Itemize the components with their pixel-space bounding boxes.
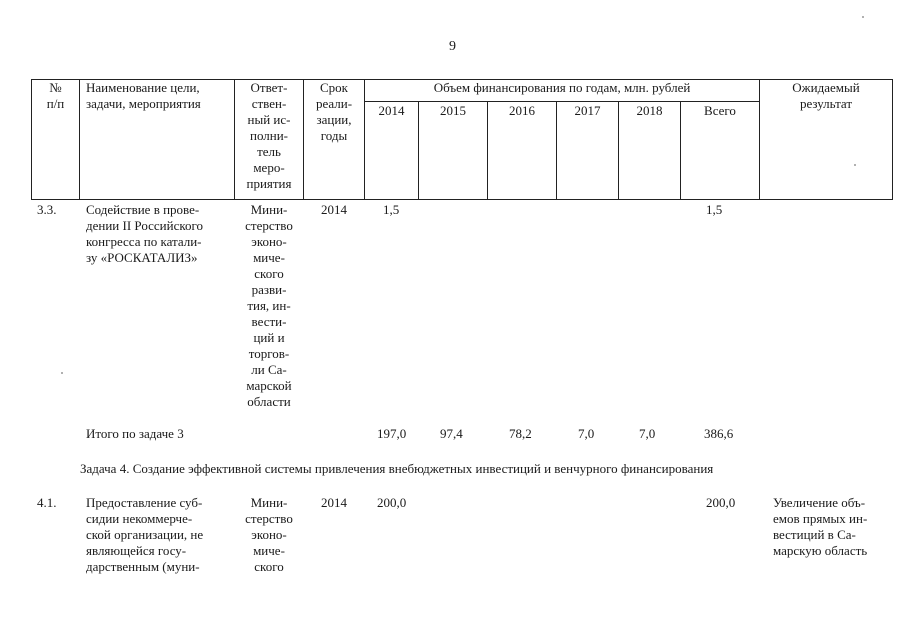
row-value-2014: 1,5	[383, 202, 400, 217]
years-split-rule	[364, 101, 759, 102]
total-value-all: 386,6	[704, 426, 734, 441]
header-year: 2015	[440, 103, 466, 118]
task-4-title: Задача 4. Создание эффективной системы привлечения внебюджетных инвестиций и венчурного финансирования	[80, 461, 714, 476]
page-number: 9	[449, 39, 456, 54]
row-value-total: 1,5	[706, 202, 723, 217]
header-year: 2014	[378, 103, 405, 118]
header-year: 2017	[574, 103, 601, 118]
header-bottom-rule	[31, 199, 893, 200]
col-border	[364, 79, 365, 200]
header-total: Всего	[704, 103, 736, 118]
row-value-total: 200,0	[706, 495, 736, 510]
col-border	[79, 79, 80, 200]
total-value-2017: 7,0	[578, 426, 595, 441]
row-name: Предоставление суб- сидии некоммерче- ской организации, не являющейся госу- дарственным (муни-	[86, 495, 204, 574]
col-border	[892, 79, 893, 200]
row-value-2014: 200,0	[377, 495, 407, 510]
scan-speck	[862, 16, 864, 18]
row-number: 3.3.	[37, 202, 57, 217]
header-num: № п/п	[46, 80, 65, 111]
header-funding-title: Объем финансирования по годам, млн. рублей	[433, 80, 691, 95]
row-name: Содействие в прове- дении II Российского конгресса по катали- зу «РОСКАТАЛИЗ»	[86, 202, 204, 265]
row-term: 2014	[321, 202, 347, 217]
total-value-2018: 7,0	[639, 426, 656, 441]
header-name: Наименование цели, задачи, мероприятия	[86, 80, 201, 111]
row-executor: Мини- стерство эконо- миче- ского	[245, 495, 293, 574]
row-term: 2014	[321, 495, 347, 510]
header-year: 2018	[636, 103, 663, 118]
row-result: Увеличение объ- емов прямых ин- вестиций в Са- марскую область	[773, 495, 868, 558]
total-label: Итого по задаче 3	[86, 426, 184, 441]
total-value-2015: 97,4	[440, 426, 463, 441]
row-number: 4.1.	[37, 495, 57, 510]
header-executor: Ответ- ствен- ный ис- полни- тель меро- приятия	[246, 80, 292, 191]
total-value-2014: 197,0	[377, 426, 407, 441]
header-result: Ожидаемый результат	[792, 80, 860, 111]
total-value-2016: 78,2	[509, 426, 532, 441]
scan-speck	[854, 164, 856, 166]
header-term: Срок реали- зации, годы	[315, 80, 353, 143]
scan-speck	[61, 372, 63, 374]
header-year: 2016	[509, 103, 535, 118]
row-executor: Мини- стерство эконо- миче- ского разви- тия, ин- вести- ций и торгов- ли Са- марской области	[245, 202, 293, 409]
